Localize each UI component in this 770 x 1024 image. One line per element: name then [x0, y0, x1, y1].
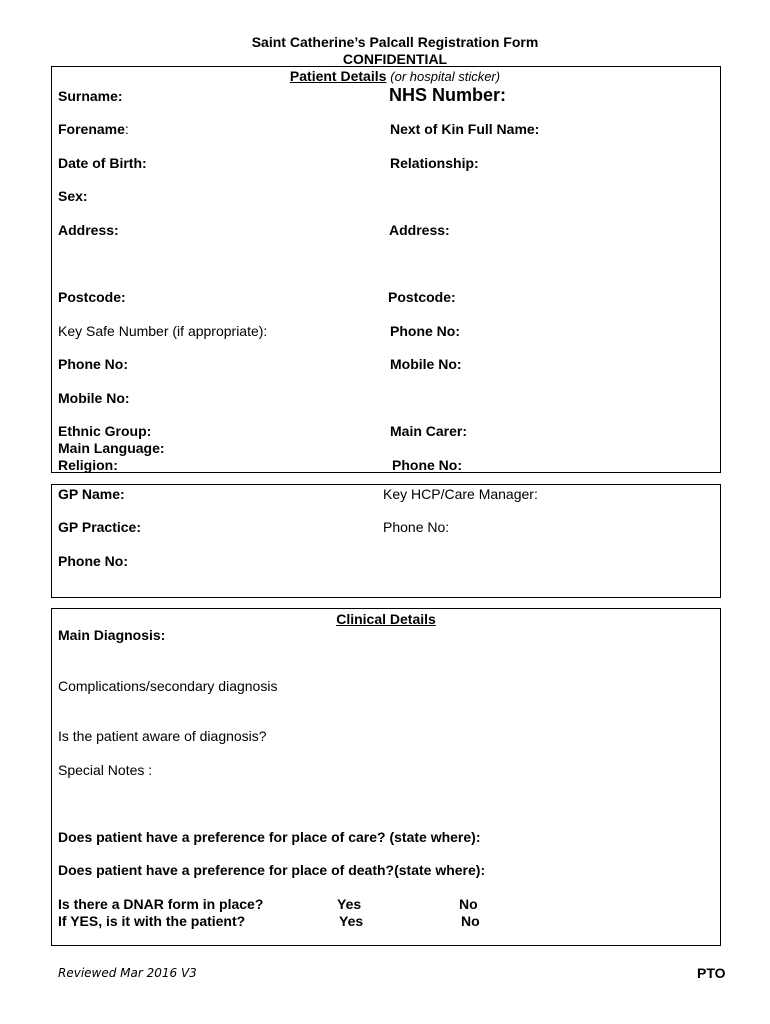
key-safe-label: Key Safe Number (if appropriate): [58, 323, 268, 339]
main-diagnosis-label: Main Diagnosis: [58, 627, 166, 643]
reviewed-footer: Reviewed Mar 2016 V3 [58, 966, 197, 980]
with-patient-no-option: No [461, 913, 480, 929]
dnar-question-label: Is there a DNAR form in place? [58, 896, 264, 912]
dnar-no-option: No [459, 896, 478, 912]
with-patient-question-label: If YES, is it with the patient? [58, 913, 246, 929]
main-carer-label: Main Carer: [390, 423, 468, 439]
complications-label: Complications/secondary diagnosis [58, 678, 278, 694]
clinical-details-heading: Clinical Details [336, 611, 436, 627]
surname-label: Surname: [58, 88, 123, 104]
dnar-yes-option: Yes [337, 896, 362, 912]
carer-phone-label: Phone No: [392, 457, 462, 473]
postcode-label: Postcode: [58, 289, 126, 305]
address-label: Address: [58, 222, 119, 238]
form-title: Saint Catherine’s Palcall Registration Form [251, 34, 539, 50]
preference-care-label: Does patient have a preference for place of care? (state where): [58, 829, 481, 845]
aware-of-diagnosis-label: Is the patient aware of diagnosis? [58, 728, 267, 744]
confidential-label: CONFIDENTIAL [342, 51, 448, 67]
nok-mobile-label: Mobile No: [390, 356, 462, 372]
sex-label: Sex: [58, 188, 88, 204]
next-of-kin-label: Next of Kin Full Name: [390, 121, 540, 137]
special-notes-label: Special Notes : [58, 762, 153, 778]
preference-death-label: Does patient have a preference for place of death?(state where): [58, 862, 486, 878]
relationship-label: Relationship: [390, 155, 479, 171]
patient-details-note: (or hospital sticker) [390, 69, 501, 84]
patient-details-heading [0, 68, 770, 84]
hcp-phone-label: Phone No: [383, 519, 450, 535]
gp-phone-label: Phone No: [58, 553, 128, 569]
nok-phone-label: Phone No: [390, 323, 460, 339]
patient-details-box [51, 66, 721, 473]
dob-label: Date of Birth: [58, 155, 147, 171]
patient-details-title: Patient Details [289, 68, 387, 84]
with-patient-yes-option: Yes [339, 913, 364, 929]
nhs-number-label: NHS Number: [389, 85, 507, 105]
pto-label: PTO [697, 965, 726, 981]
key-hcp-label: Key HCP/Care Manager: [383, 486, 538, 502]
mobile-label: Mobile No: [58, 390, 130, 406]
ethnic-group-label: Ethnic Group: [58, 423, 152, 439]
gp-practice-label: GP Practice: [58, 519, 142, 535]
religion-label: Religion: [58, 457, 118, 473]
nok-postcode-label: Postcode: [388, 289, 456, 305]
main-language-label: Main Language: [58, 440, 165, 456]
gp-name-label: GP Name: [58, 486, 125, 502]
forename-label: Forename: [58, 121, 129, 137]
phone-label: Phone No: [58, 356, 128, 372]
nok-address-label: Address: [389, 222, 450, 238]
